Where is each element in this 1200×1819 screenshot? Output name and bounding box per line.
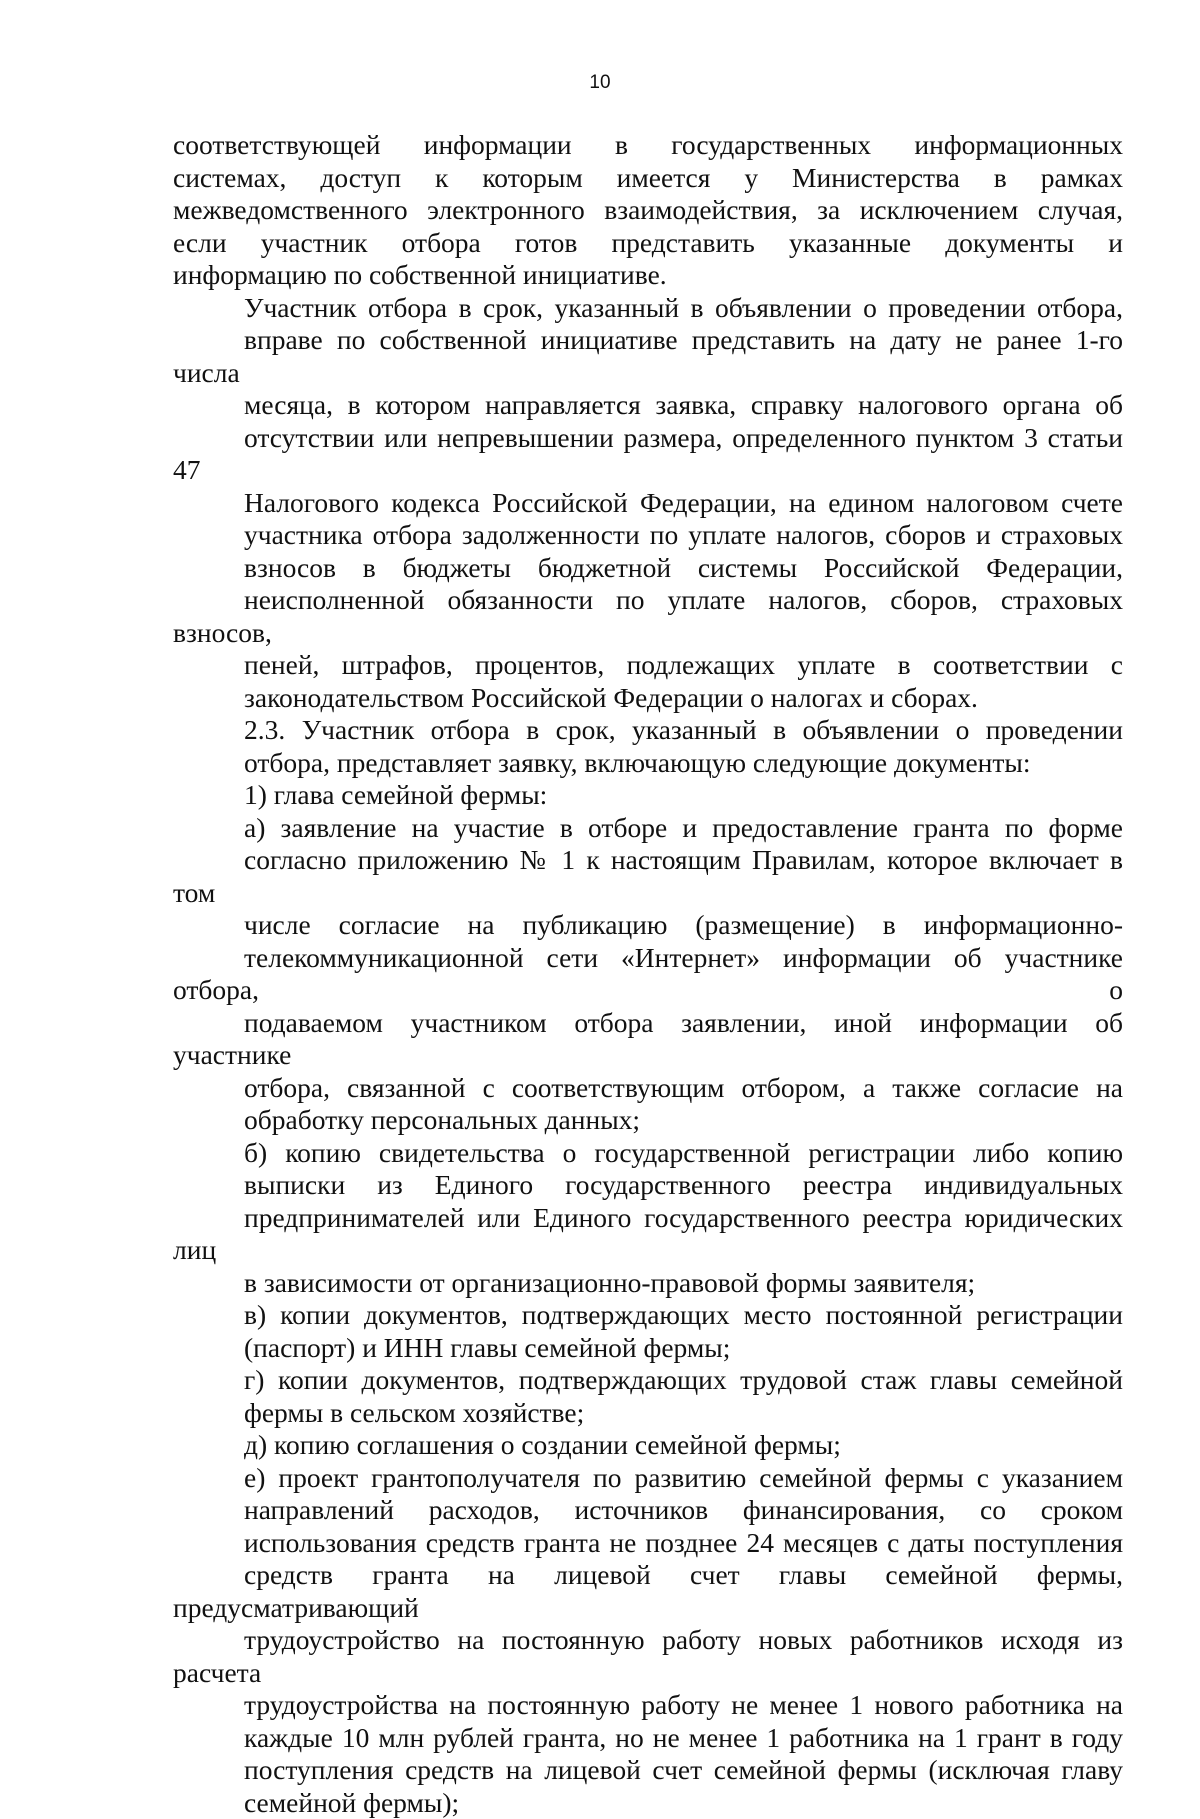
text-line: е) проект грантополучателя по развитию семейной фермы с указанием xyxy=(173,1462,1123,1495)
text-line: отсутствии или непревышении размера, определенного пунктом 3 статьи 47 xyxy=(173,422,1123,487)
page-number: 10 xyxy=(0,72,1200,94)
paragraph xyxy=(173,129,1123,292)
text-line: Участник отбора в срок, указанный в объявлении о проведении отбора, xyxy=(173,292,1123,325)
paragraph xyxy=(173,1364,1123,1429)
paragraph xyxy=(173,1299,1123,1364)
text-line: системах, доступ к которым имеется у Министерства в рамках xyxy=(173,162,1123,195)
text-line: в зависимости от организационно-правовой формы заявителя; xyxy=(173,1267,1123,1300)
paragraph xyxy=(173,779,1123,812)
text-line: направлений расходов, источников финансирования, со сроком xyxy=(173,1494,1123,1527)
text-line: межведомственного электронного взаимодействия, за исключением случая, xyxy=(173,194,1123,227)
text-line: отбора, представляет заявку, включающую следующие документы: xyxy=(173,747,1123,780)
paragraph xyxy=(173,1429,1123,1462)
text-line: использования средств гранта не позднее 24 месяцев с даты поступления xyxy=(173,1527,1123,1560)
text-line: участника отбора задолженности по уплате налогов, сборов и страховых xyxy=(173,519,1123,552)
text-line: средств гранта на лицевой счет главы семейной фермы, предусматривающий xyxy=(173,1559,1123,1624)
text-line: трудоустройство на постоянную работу новых работников исходя из расчета xyxy=(173,1624,1123,1689)
text-line: телекоммуникационной сети «Интернет» информации об участнике отбора, о xyxy=(173,942,1123,1007)
paragraph xyxy=(173,812,1123,1137)
text-line: поступления средств на лицевой счет семейной фермы (исключая главу xyxy=(173,1754,1123,1787)
text-line: месяца, в котором направляется заявка, справку налогового органа об xyxy=(173,389,1123,422)
text-line: а) заявление на участие в отборе и предоставление гранта по форме xyxy=(173,812,1123,845)
text-line: если участник отбора готов представить указанные документы и xyxy=(173,227,1123,260)
text-line: информацию по собственной инициативе. xyxy=(173,259,1123,292)
text-line: неисполненной обязанности по уплате налогов, сборов, страховых взносов, xyxy=(173,584,1123,649)
text-line: 1) глава семейной фермы: xyxy=(173,779,1123,812)
text-line: д) копию соглашения о создании семейной фермы; xyxy=(173,1429,1123,1462)
text-line: трудоустройства на постоянную работу не менее 1 нового работника на xyxy=(173,1689,1123,1722)
text-line: законодательством Российской Федерации о налогах и сборах. xyxy=(173,682,1123,715)
text-line: предпринимателей или Единого государственного реестра юридических лиц xyxy=(173,1202,1123,1267)
text-line: в) копии документов, подтверждающих место постоянной регистрации xyxy=(173,1299,1123,1332)
text-line: пеней, штрафов, процентов, подлежащих уплате в соответствии с xyxy=(173,649,1123,682)
document-body xyxy=(173,129,1123,1819)
text-line: фермы в сельском хозяйстве; xyxy=(173,1397,1123,1430)
text-line: числе согласие на публикацию (размещение) в информационно- xyxy=(173,909,1123,942)
text-line: взносов в бюджеты бюджетной системы Российской Федерации, xyxy=(173,552,1123,585)
paragraph xyxy=(173,1462,1123,1819)
text-line: обработку персональных данных; xyxy=(173,1104,1123,1137)
text-line: 2.3. Участник отбора в срок, указанный в объявлении о проведении xyxy=(173,714,1123,747)
text-line: б) копию свидетельства о государственной регистрации либо копию xyxy=(173,1137,1123,1170)
text-line: согласно приложению № 1 к настоящим Правилам, которое включает в том xyxy=(173,844,1123,909)
paragraph xyxy=(173,714,1123,779)
text-line: (паспорт) и ИНН главы семейной фермы; xyxy=(173,1332,1123,1365)
text-line: Налогового кодекса Российской Федерации, на едином налоговом счете xyxy=(173,487,1123,520)
paragraph xyxy=(173,1137,1123,1300)
text-line: вправе по собственной инициативе представить на дату не ранее 1-го числа xyxy=(173,324,1123,389)
text-line: каждые 10 млн рублей гранта, но не менее 1 работника на 1 грант в году xyxy=(173,1722,1123,1755)
paragraph xyxy=(173,292,1123,715)
text-line: отбора, связанной с соответствующим отбором, а также согласие на xyxy=(173,1072,1123,1105)
text-line: семейной фермы); xyxy=(173,1787,1123,1819)
text-line: г) копии документов, подтверждающих трудовой стаж главы семейной xyxy=(173,1364,1123,1397)
text-line: выписки из Единого государственного реестра индивидуальных xyxy=(173,1169,1123,1202)
text-line: соответствующей информации в государственных информационных xyxy=(173,129,1123,162)
text-line: подаваемом участником отбора заявлении, иной информации об участнике xyxy=(173,1007,1123,1072)
